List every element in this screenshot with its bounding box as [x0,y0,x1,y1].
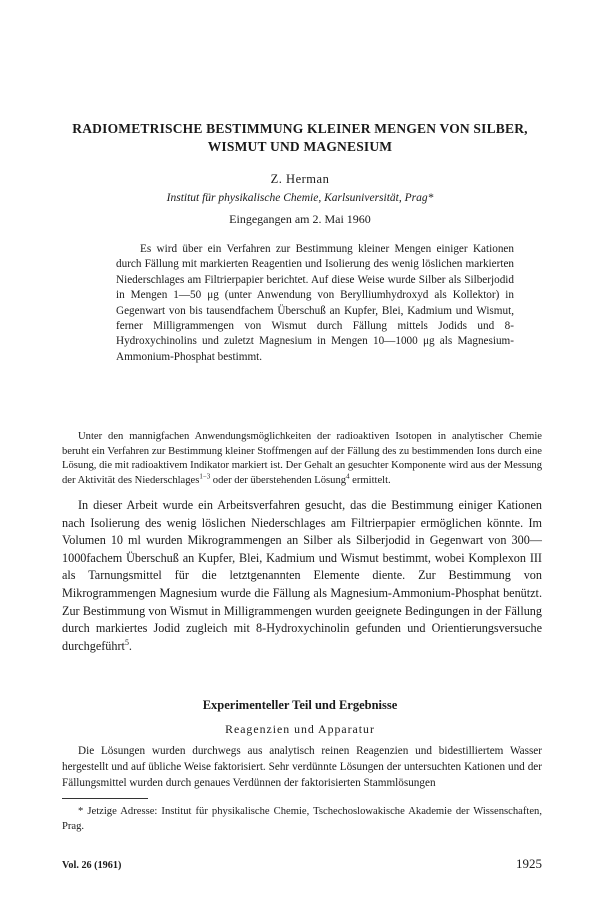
intro-ref-b: 4 [346,473,350,481]
intro-text-b: oder der überstehenden Lösung [210,474,347,486]
article-title [40,120,560,156]
subsection-heading: Reagenzien und Apparatur [225,722,375,736]
body-paragraph-2: Die Lösungen wurden durchwegs aus analytisch reinen Reagenzien und bidestilliertem Wasser hergestellt und auf übliche Weise faktorisiert. Sehr verdünnte Lösungen der untersuchten Kationen und der Fällungsmittel wurden durch genaues Verdünnen der faktorisierten Stammlösungen [62,745,542,790]
body-ref-a: 5 [124,637,129,647]
intro-text-a: Unter den mannigfachen Anwendungsmöglichkeiten der radioaktiven Isotopen in analytischer Chemie beruht ein Verfahren zur Bestimmung kleiner Stoffmengen auf der Fällung des zu bestimmenden Ions durch eine Lösung, die mit radioaktivem Indikator markiert ist. Der Gehalt an gesuchter Komponente wird aus der Messung der Aktivität des Niederschlages [62,431,542,486]
received-date: Eingegangen am 2. Mai 1960 [229,212,371,226]
body-paragraph [62,497,542,655]
introduction-paragraph [62,430,542,488]
intro-text-c: ermittelt. [349,474,391,486]
body-text-a: In dieser Arbeit wurde ein Arbeitsverfahren gesucht, das die Bestimmung einiger Kationen nach Isolierung des wenig löslichen Niederschlages am Filtrierpapier ermöglichen könnte. Im Volumen 10 ml wurden Mikrogrammengen an Silber als Silberjodid in Gegenwart von 300—1000fachem Überschuß an Kupfer, Blei, Kadmium und Wismut bestimmt, wobei Komplexon III als Tarnungsmittel für die letztgenannten Elemente diente. Zur Bestimmung von Mikrogrammengen Magnesium wurde die Fällung als Magnesium-Ammonium-Phosphat benützt. Zur Bestimmung von Wismut in Milligrammengen wurden geeignete Bedingungen in der Fällung durch markiertes Jodid zugleich mit 8-Hydroxychinolin gefunden und Orientierungsversuche durchgeführt [62,498,542,653]
abstract: Es wird über ein Verfahren zur Bestimmung kleiner Mengen einiger Kationen durch Fällung mit markierten Reagentien und Isolierung des wenig löslichen markierten Niederschlages am Filtrierpapier berichtet. Auf diese Weise wurde Silber als Silberjodid in Mengen 1—50 μg (unter Anwendung von Berylliumhydroxyd als Kollektor) in Gegenwart von bis tausendfachem Überschuß an Kupfer, Blei, Kadmium und Wismut, ferner Milligrammengen von Wismut durch Fällung mittels Jodids und 8-Hydroxychinolins und zuletzt Magnesium in Mengen 10—1000 μg als Magnesium-Ammonium-Phosphat bestimmt. [116,243,514,363]
footnote: * Jetzige Adresse: Institut für physikalische Chemie, Tschechoslowakische Akademie der Wissenschaften, Prag. [62,806,542,832]
author-affiliation: Institut für physikalische Chemie, Karlsuniversität, Prag* [166,192,434,204]
title-line-2: WISMUT UND MAGNESIUM [207,139,393,154]
body-text-b: . [128,638,132,653]
author-name: Z. Herman [270,172,330,186]
title-line-1: RADIOMETRISCHE BESTIMMUNG KLEINER MENGEN VON SILBER, [72,121,528,136]
intro-ref-a: 1−3 [199,473,211,481]
section-heading: Experimenteller Teil und Ergebnisse [202,698,398,712]
page-number: 1925 [516,856,542,871]
footnote-divider [62,798,148,799]
journal-volume: Vol. 26 (1961) [62,860,122,871]
